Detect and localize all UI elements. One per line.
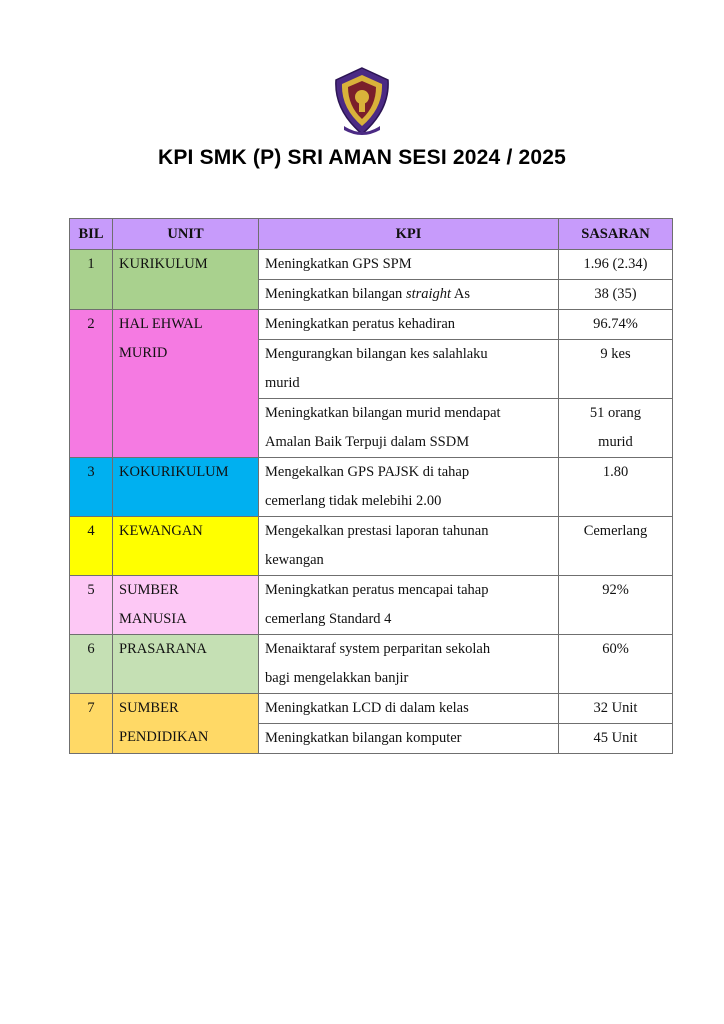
sasaran-cell: 32 Unit: [559, 694, 673, 724]
kpi-line: kewangan: [265, 552, 324, 568]
sasaran-cell: 45 Unit: [559, 724, 673, 754]
kpi-line: bagi mengelakkan banjir: [265, 670, 409, 686]
sasaran-cell: 1.96 (2.34): [559, 250, 673, 280]
kpi-text-part: As: [451, 286, 471, 302]
unit-line: SUMBER: [119, 582, 179, 598]
unit-cell: KURIKULUM: [113, 250, 259, 310]
school-crest-icon: [330, 66, 394, 136]
kpi-cell: Meningkatkan GPS SPM: [259, 250, 559, 280]
page-title: KPI SMK (P) SRI AMAN SESI 2024 / 2025: [157, 146, 567, 169]
sasaran-line: 51 orang: [589, 405, 642, 421]
table-row: [70, 517, 673, 576]
bil-cell: 5: [70, 576, 113, 635]
unit-line: SUMBER: [119, 700, 179, 716]
kpi-line: Mengekalkan GPS PAJSK di tahap: [265, 464, 470, 480]
table-row: [70, 458, 673, 517]
unit-line: PENDIDIKAN: [119, 729, 209, 745]
header-bil: BIL: [70, 219, 113, 250]
unit-cell: [113, 576, 259, 635]
sasaran-cell: Cemerlang: [559, 517, 673, 576]
sasaran-cell: [559, 399, 673, 458]
kpi-cell: Meningkatkan LCD di dalam kelas: [259, 694, 559, 724]
kpi-cell: [259, 635, 559, 694]
unit-cell: [113, 310, 259, 458]
kpi-italic-text: straight: [405, 286, 452, 302]
kpi-cell: [259, 340, 559, 399]
kpi-cell: [259, 517, 559, 576]
bil-cell: 2: [70, 310, 113, 458]
kpi-line: Menaiktaraf system perparitan sekolah: [265, 641, 491, 657]
kpi-line: Mengekalkan prestasi laporan tahunan: [265, 523, 489, 539]
kpi-line: Amalan Baik Terpuji dalam SSDM: [265, 434, 470, 450]
kpi-table: [69, 218, 673, 754]
kpi-cell: [259, 399, 559, 458]
sasaran-cell: 92%: [559, 576, 673, 635]
table-row: [70, 635, 673, 694]
sasaran-cell: 60%: [559, 635, 673, 694]
kpi-line: cemerlang Standard 4: [265, 611, 392, 627]
kpi-cell: Meningkatkan peratus kehadiran: [259, 310, 559, 340]
unit-cell: KOKURIKULUM: [113, 458, 259, 517]
bil-cell: 7: [70, 694, 113, 754]
unit-cell: PRASARANA: [113, 635, 259, 694]
header-unit: UNIT: [113, 219, 259, 250]
bil-cell: 6: [70, 635, 113, 694]
kpi-cell: Meningkatkan bilangan komputer: [259, 724, 559, 754]
table-row: [70, 310, 673, 340]
unit-line: HAL EHWAL: [119, 316, 203, 332]
sasaran-line: murid: [598, 434, 633, 450]
bil-cell: 1: [70, 250, 113, 310]
header-sasaran: SASARAN: [559, 219, 673, 250]
table-header-row: [70, 219, 673, 250]
sasaran-cell: 1.80: [559, 458, 673, 517]
sasaran-cell: 96.74%: [559, 310, 673, 340]
sasaran-cell: 38 (35): [559, 280, 673, 310]
table-row: [70, 694, 673, 724]
kpi-line: Mengurangkan bilangan kes salahlaku: [265, 346, 488, 362]
unit-line: MANUSIA: [119, 611, 187, 627]
unit-line: MURID: [119, 345, 168, 361]
table-row: [70, 576, 673, 635]
kpi-cell: [259, 458, 559, 517]
header-kpi: KPI: [259, 219, 559, 250]
kpi-line: Meningkatkan bilangan murid mendapat: [265, 405, 501, 421]
kpi-cell: [259, 576, 559, 635]
kpi-line: murid: [265, 375, 300, 391]
bil-cell: 3: [70, 458, 113, 517]
unit-cell: KEWANGAN: [113, 517, 259, 576]
kpi-text-part: Meningkatkan bilangan: [265, 286, 406, 302]
kpi-cell: [259, 280, 559, 310]
unit-cell: [113, 694, 259, 754]
bil-cell: 4: [70, 517, 113, 576]
sasaran-cell: 9 kes: [559, 340, 673, 399]
table-row: [70, 250, 673, 280]
kpi-line: cemerlang tidak melebihi 2.00: [265, 493, 442, 509]
kpi-line: Meningkatkan peratus mencapai tahap: [265, 582, 489, 598]
